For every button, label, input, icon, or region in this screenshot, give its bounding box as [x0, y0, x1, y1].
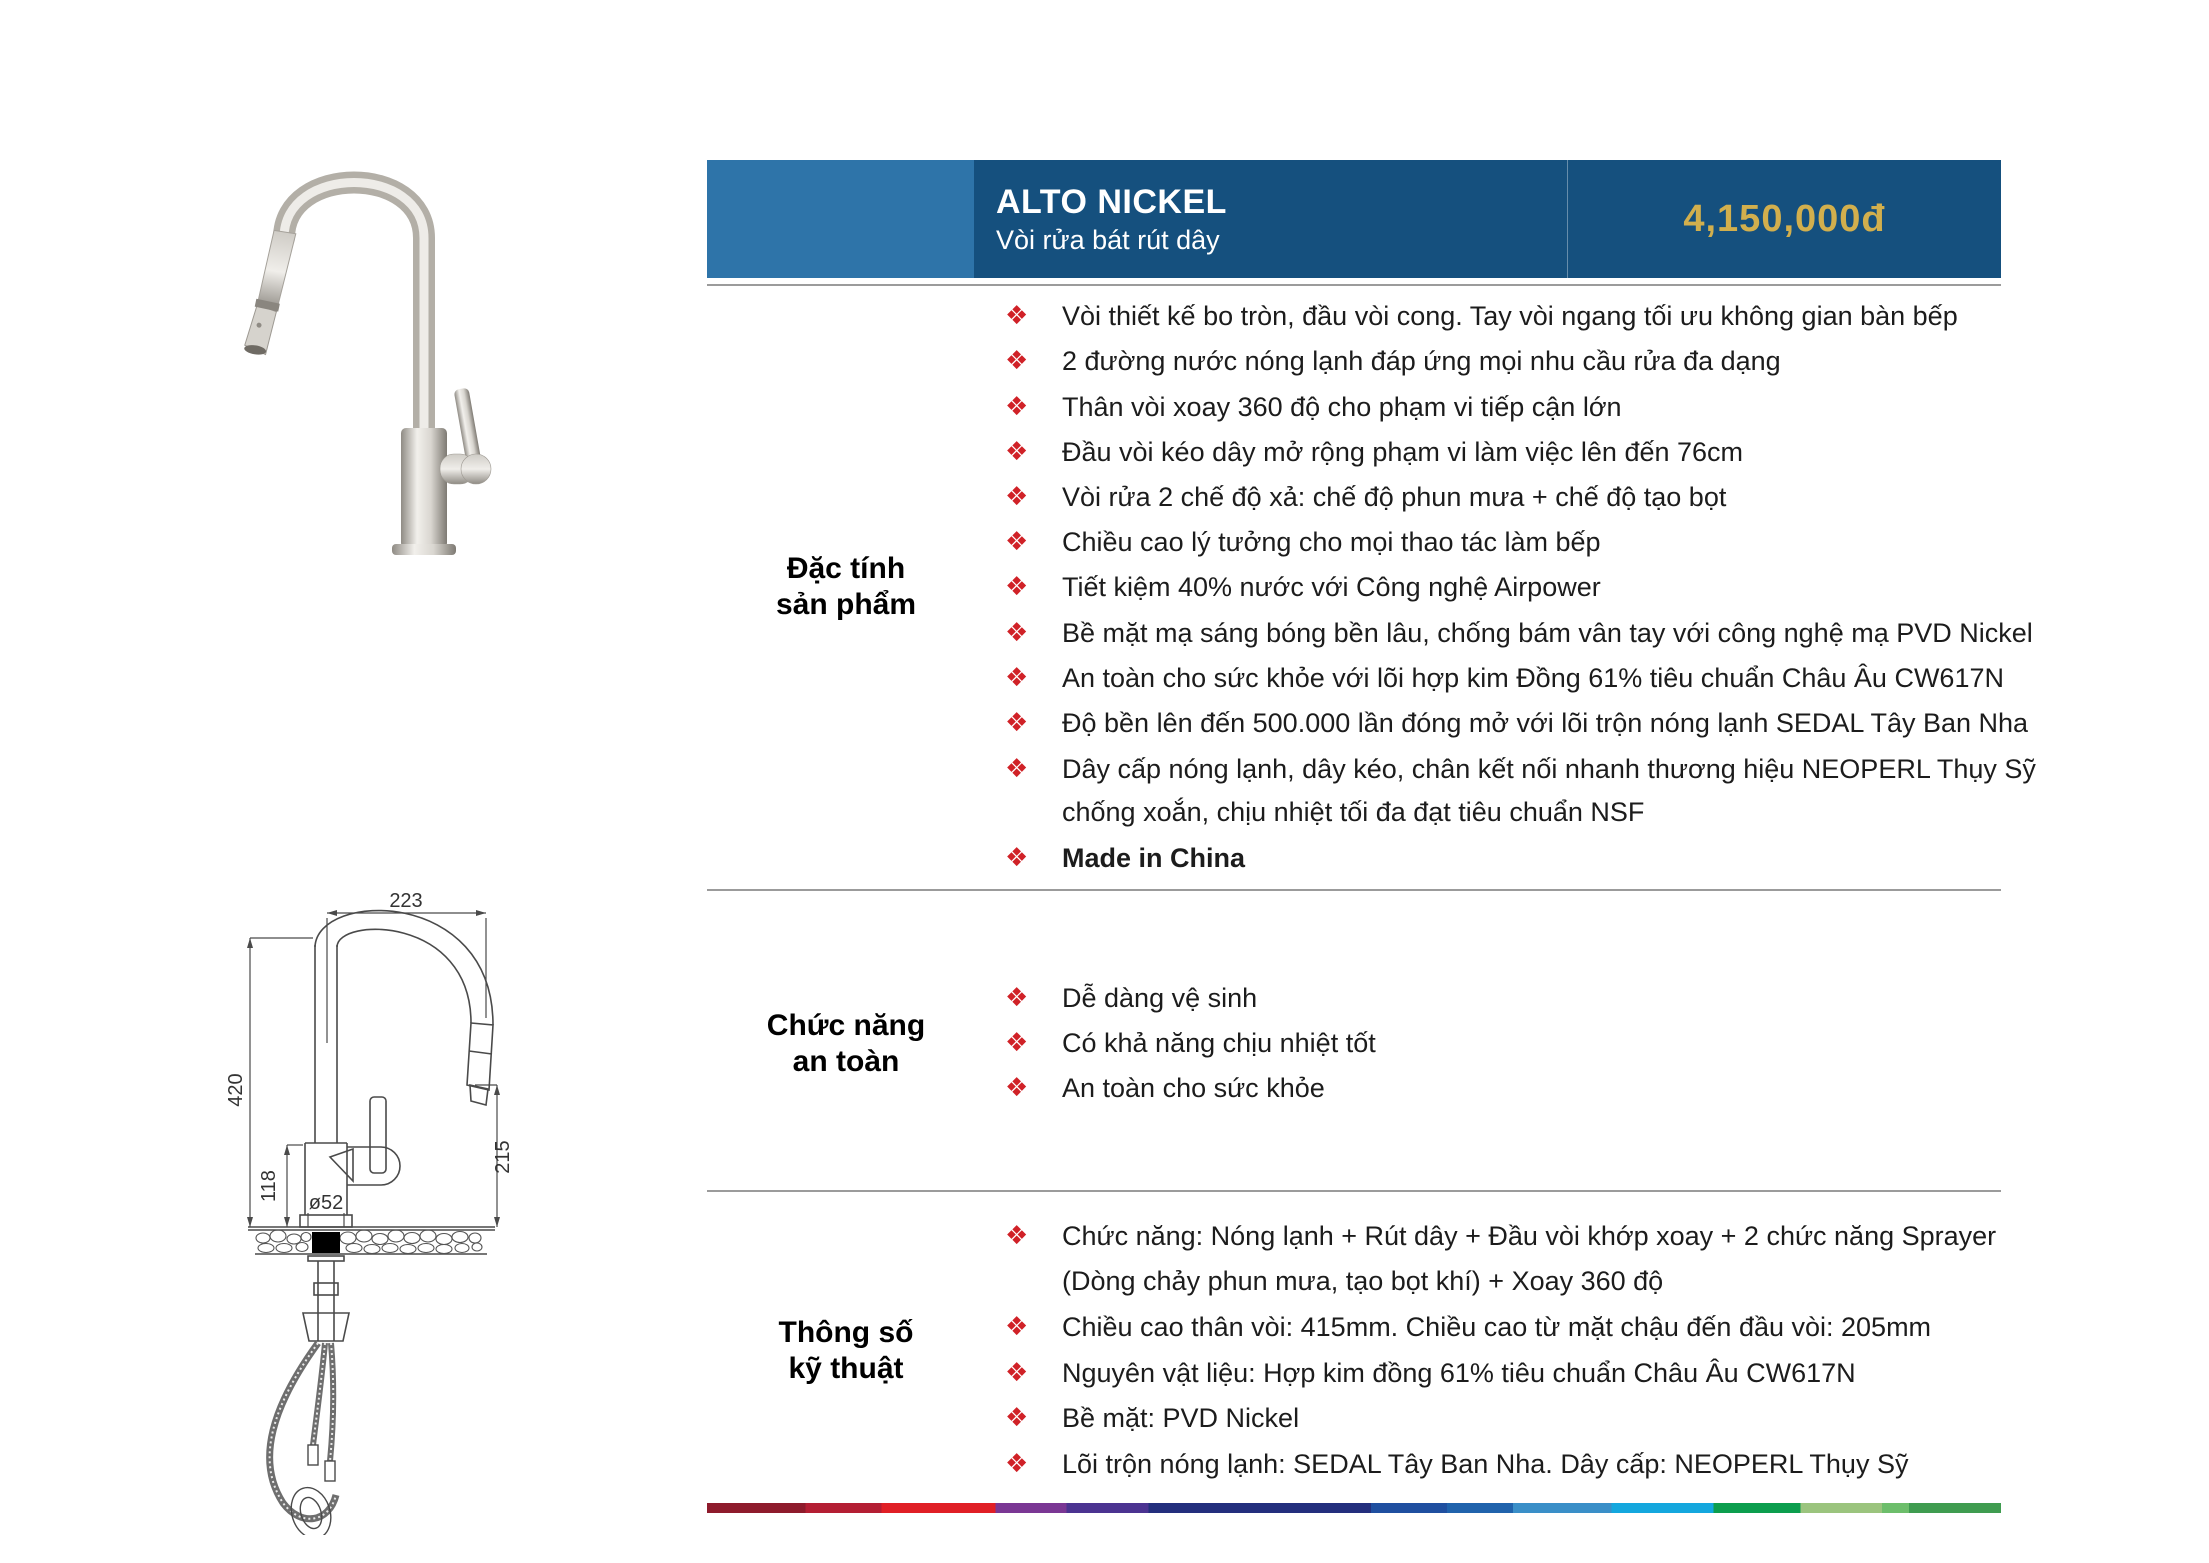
divider-section-1: [707, 889, 2001, 891]
diamond-bullet-icon: ❖: [1005, 983, 1029, 1013]
mount-gasket: [312, 1232, 340, 1253]
countertop-granite-pattern: [256, 1230, 482, 1254]
pull-down-sprayer: [244, 229, 296, 358]
spec-item: [1005, 1305, 1931, 1349]
price-badge: [1567, 160, 2001, 278]
spec-item: [1005, 1214, 1996, 1258]
spec-item: [1005, 1351, 1856, 1395]
divider-header: [707, 284, 2001, 286]
feature-text: Dây cấp nóng lạnh, dây kéo, chân kết nối nhanh thương hiệu NEOPERL Thụy Sỹ: [1062, 753, 2036, 784]
feature-item: [1005, 836, 1245, 880]
faucet-handle: [440, 388, 491, 484]
diamond-bullet-icon: ❖: [1005, 1358, 1029, 1388]
divider-section-2: [707, 1190, 2001, 1192]
dimension-base-diameter-label: ø52: [308, 1192, 344, 1214]
dimension-arrows: [247, 910, 500, 1227]
faucet-outline: [248, 911, 495, 1254]
spec-text: Nguyên vật liệu: Hợp kim đồng 61% tiêu chuẩn Châu Âu CW617N: [1062, 1357, 1856, 1388]
spec-text: Chức năng: Nóng lạnh + Rút dây + Đầu vòi khớp xoay + 2 chức năng Sprayer: [1062, 1220, 1997, 1251]
feature-text: Đầu vòi kéo dây mở rộng phạm vi làm việc lên đến 76cm: [1062, 436, 1744, 467]
header-title-block: [974, 160, 2001, 278]
diamond-bullet-icon: ❖: [1005, 1312, 1029, 1342]
feature-text: Độ bền lên đến 500.000 lần đóng mở với lõi trộn nóng lạnh SEDAL Tây Ban Nha: [1062, 707, 2029, 738]
feature-text: Tiết kiệm 40% nước với Công nghệ Airpower: [1062, 571, 1601, 602]
diamond-bullet-icon: ❖: [1005, 1449, 1029, 1479]
feature-item: [1005, 430, 1743, 474]
diamond-bullet-icon: ❖: [1005, 1028, 1029, 1058]
safety-text: An toàn cho sức khỏe: [1062, 1072, 1325, 1103]
feature-item: [1005, 747, 2036, 791]
diamond-bullet-icon: ❖: [1005, 1403, 1029, 1433]
feature-item-continuation: [1062, 790, 1644, 834]
feature-text: 2 đường nước nóng lạnh đáp ứng mọi nhu cầu rửa đa dạng: [1062, 345, 1781, 376]
dimension-spout-height-label: 215: [492, 1140, 514, 1174]
product-title: ALTO NICKEL: [996, 183, 1227, 221]
dimension-body-height-label: 118: [258, 1170, 280, 1202]
section-label-specs: [707, 1315, 985, 1387]
diamond-bullet-icon: ❖: [1005, 618, 1029, 648]
section-label-line: an toàn: [792, 1045, 900, 1078]
spec-text: Chiều cao thân vòi: 415mm. Chiều cao từ mặt chậu đến đầu vòi: 205mm: [1062, 1311, 1932, 1342]
diamond-bullet-icon: ❖: [1005, 392, 1029, 422]
feature-item: [1005, 611, 2033, 655]
feature-item: [1005, 294, 1958, 338]
under-sink-parts: [303, 1256, 349, 1341]
section-label-safety: [707, 1008, 985, 1080]
brand-accent-block: [707, 160, 974, 278]
feature-text: An toàn cho sức khỏe với lõi hợp kim Đồng 61% tiêu chuẩn Châu Âu CW617N: [1062, 662, 2004, 693]
product-subtitle: Vòi rửa bát rút dây: [996, 225, 1220, 255]
section-label-line: Đặc tính: [786, 552, 906, 585]
feature-text: Bề mặt mạ sáng bóng bền lâu, chống bám vân tay với công nghệ mạ PVD Nickel: [1062, 617, 2033, 648]
diamond-bullet-icon: ❖: [1005, 708, 1029, 738]
diamond-bullet-icon: ❖: [1005, 572, 1029, 602]
feature-item: [1005, 520, 1601, 564]
dimension-width-label: 223: [389, 890, 423, 912]
feature-item: [1005, 475, 1726, 519]
diamond-bullet-icon: ❖: [1005, 301, 1029, 331]
feature-item: [1005, 656, 2004, 700]
diamond-bullet-icon: ❖: [1005, 663, 1029, 693]
feature-text: Vòi thiết kế bo tròn, đầu vòi cong. Tay vòi ngang tối ưu không gian bàn bếp: [1062, 300, 1958, 331]
technical-drawing: [115, 885, 515, 1535]
diamond-bullet-icon: ❖: [1005, 527, 1029, 557]
product-photo: [240, 160, 510, 580]
diamond-bullet-icon: ❖: [1005, 1073, 1029, 1103]
diamond-bullet-icon: ❖: [1005, 754, 1029, 784]
spec-text: Lõi trộn nóng lạnh: SEDAL Tây Ban Nha. Dây cấp: NEOPERL Thụy Sỹ: [1062, 1448, 1909, 1479]
section-label-line: Thông số: [778, 1316, 914, 1349]
safety-item: [1005, 976, 1257, 1020]
diamond-bullet-icon: ❖: [1005, 346, 1029, 376]
section-label-line: Chức năng: [766, 1009, 926, 1042]
feature-item: [1005, 339, 1781, 383]
spec-text: Bề mặt: PVD Nickel: [1062, 1402, 1300, 1433]
price-text: 4,150,000đ: [1683, 197, 1886, 240]
feature-text: Vòi rửa 2 chế độ xả: chế độ phun mưa + chế độ tạo bọt: [1062, 481, 1727, 512]
diamond-bullet-icon: ❖: [1005, 482, 1029, 512]
section-label-features: [707, 551, 985, 623]
header-bar: [707, 160, 2001, 278]
spec-item: [1005, 1396, 1299, 1440]
diamond-bullet-icon: ❖: [1005, 843, 1029, 873]
dimension-lines: [250, 913, 497, 1227]
safety-text: Có khả năng chịu nhiệt tốt: [1062, 1027, 1376, 1058]
spec-item: [1005, 1442, 1908, 1486]
safety-item: [1005, 1066, 1325, 1110]
feature-text: Made in China: [1062, 842, 1246, 873]
dimension-total-height-label: 420: [225, 1073, 247, 1107]
safety-text: Dễ dàng vệ sinh: [1062, 982, 1258, 1013]
feature-text: Chiều cao lý tưởng cho mọi thao tác làm bếp: [1062, 526, 1601, 557]
spec-item-continuation: [1062, 1259, 1663, 1303]
supply-hoses: [270, 1343, 336, 1519]
feature-text: Thân vòi xoay 360 độ cho phạm vi tiếp cận lớn: [1062, 391, 1622, 422]
diamond-bullet-icon: ❖: [1005, 1221, 1029, 1251]
feature-item: [1005, 565, 1601, 609]
feature-text: chống xoắn, chịu nhiệt tối đa đạt tiêu chuẩn NSF: [1062, 796, 1645, 827]
spec-text: (Dòng chảy phun mưa, tạo bọt khí) + Xoay 360 độ: [1062, 1265, 1664, 1296]
diamond-bullet-icon: ❖: [1005, 437, 1029, 467]
brand-color-strip: [707, 1503, 2001, 1513]
safety-item: [1005, 1021, 1376, 1065]
section-label-line: sản phẩm: [775, 588, 917, 621]
faucet-illustration: [244, 183, 491, 556]
feature-item: [1005, 385, 1622, 429]
feature-item: [1005, 701, 2028, 745]
section-label-line: kỹ thuật: [788, 1352, 904, 1385]
